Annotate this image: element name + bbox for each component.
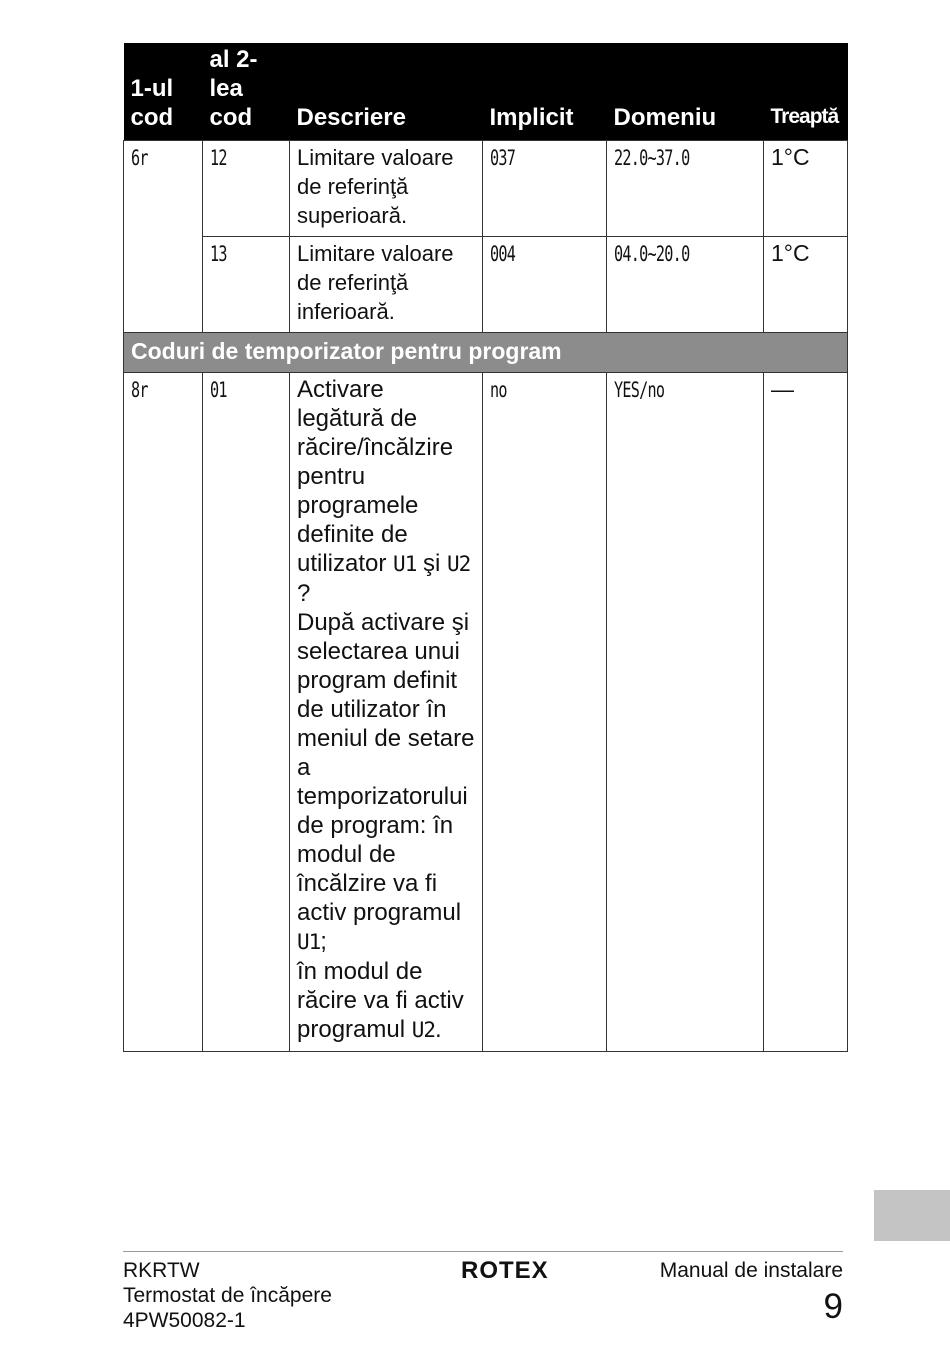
first-code-cell: 8r (124, 373, 203, 1052)
footer-left (123, 1258, 332, 1333)
second-code-cell: 01 (203, 373, 290, 1052)
range-cell: 22.0~37.0 (607, 141, 764, 237)
table-row (124, 141, 848, 237)
header-default: Implicit (483, 43, 607, 141)
step-cell: 1°C (764, 237, 848, 333)
header-description: Descriere (290, 43, 483, 141)
footer-model: RKRTW (123, 1259, 200, 1282)
default-cell: no (483, 373, 607, 1052)
range-cell: YES/no (607, 373, 764, 1052)
default-cell: 004 (483, 237, 607, 333)
table-row (124, 237, 848, 333)
header-range: Domeniu (607, 43, 764, 141)
description-cell: Limitare valoare de referinţă superioară. (290, 141, 483, 237)
header-first-code: 1-ul cod (124, 43, 203, 141)
header-row (124, 43, 848, 141)
footer-doc-number: 4PW50082-1 (123, 1309, 246, 1332)
footer-divider (123, 1251, 843, 1252)
chapter-tab-marker (874, 1190, 950, 1241)
footer-product: Termostat de încăpere (123, 1284, 332, 1307)
section-title: Coduri de temporizator pentru program (124, 333, 848, 373)
brand-logo: ROTEX (461, 1257, 549, 1284)
range-cell: 04.0~20.0 (607, 237, 764, 333)
footer-manual-title: Manual de instalare (659, 1259, 843, 1282)
page-number: 9 (823, 1287, 843, 1326)
first-code-cell: 6r (124, 141, 203, 333)
header-second-code: al 2- lea cod (203, 43, 290, 141)
description-cell: Limitare valoare de referinţă inferioară. (290, 237, 483, 333)
header-step: Treaptă (764, 43, 848, 141)
step-cell: — (764, 373, 848, 1052)
section-header-row (124, 333, 848, 373)
second-code-cell: 12 (203, 141, 290, 237)
table-row (124, 373, 848, 1052)
description-cell: Activare legătură de răcire/încălzire pentru programele definite de utilizator U1 şi U2? După activare şi selectarea unui program definit de utilizator în meniul de setare a temporizatorului de program: în modul de încălzire va fi activ programul U1; în modul de răcire va fi activ programul U2. (290, 373, 483, 1052)
second-code-cell: 13 (203, 237, 290, 333)
default-cell: 037 (483, 141, 607, 237)
footer-right (660, 1258, 843, 1329)
parameter-table (123, 43, 848, 1052)
step-cell: 1°C (764, 141, 848, 237)
